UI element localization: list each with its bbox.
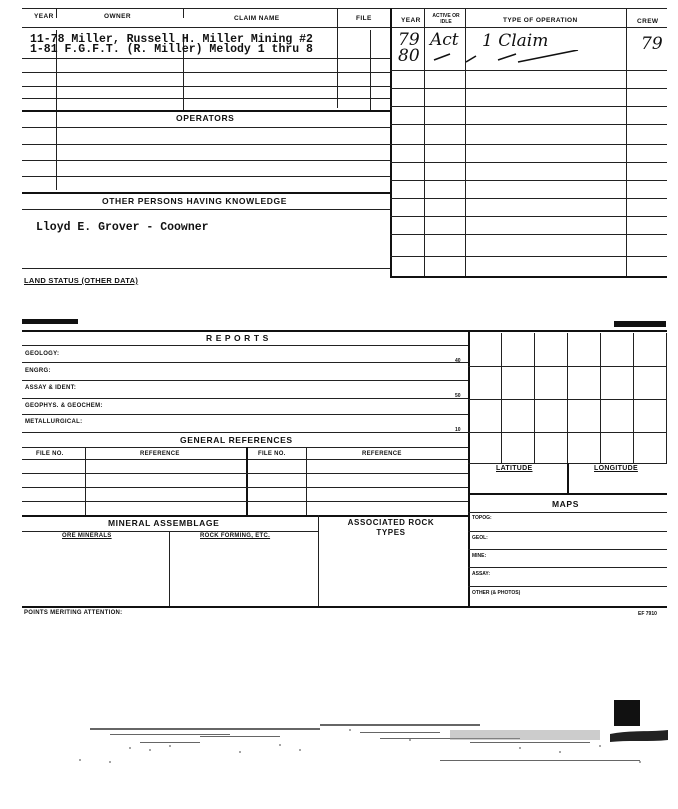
reports-assay-num: 50 — [455, 393, 461, 399]
handwritten-ditto-marks — [428, 50, 598, 68]
latitude-label: LATITUDE — [496, 465, 533, 472]
gen-ref-reference-2: REFERENCE — [362, 451, 402, 457]
land-status-label: LAND STATUS (OTHER DATA) — [24, 276, 139, 285]
owner-row-1: 11-78 Miller, Russell H. Miller Mining #2 — [30, 33, 313, 46]
maps-mine: MINE: — [472, 553, 487, 559]
gen-ref-file-no-2: FILE NO. — [258, 451, 286, 457]
longitude-label: LONGITUDE — [594, 465, 638, 472]
reports-engrg: ENGRG: — [25, 368, 51, 374]
gen-ref-file-no-1: FILE NO. — [36, 451, 64, 457]
col-header-file: FILE — [356, 15, 372, 22]
scan-noise-strip — [0, 690, 678, 780]
general-references-title: GENERAL REFERENCES — [180, 435, 293, 445]
form-number: EF 7910 — [638, 611, 657, 617]
activity-year-79: 79 — [398, 30, 420, 50]
reports-geophys: GEOPHYS. & GEOCHEM: — [25, 403, 103, 409]
activity-crew: 79 — [641, 34, 663, 54]
reports-assay: ASSAY & IDENT: — [25, 385, 77, 391]
maps-assay: ASSAY: — [472, 571, 491, 577]
col-header-owner: OWNER — [104, 13, 131, 20]
col-header-type-of-operation: TYPE OF OPERATION — [503, 17, 578, 24]
reports-geology-num: 40 — [455, 358, 461, 364]
reports-metallurgical-num: 10 — [455, 427, 461, 433]
other-persons-title: OTHER PERSONS HAVING KNOWLEDGE — [102, 196, 288, 206]
col-header-year: YEAR — [34, 13, 54, 20]
operators-title: OPERATORS — [176, 113, 235, 123]
reports-title: R E P O R T S — [206, 333, 269, 343]
rock-forming-label: ROCK FORMING, ETC. — [200, 533, 271, 539]
other-persons-entry: Lloyd E. Grover - Coowner — [36, 221, 209, 234]
mineral-assemblage-title: MINERAL ASSEMBLAGE — [108, 518, 220, 528]
activity-operation: 1 Claim — [482, 31, 549, 51]
owner-row-2: 1-81 F.G.F.T. (R. Miller) Melody 1 thru 8 — [30, 43, 313, 56]
associated-rock-types: ASSOCIATED ROCK TYPES — [347, 518, 435, 537]
activity-status-act: Act — [430, 30, 459, 50]
reports-geology: GEOLOGY: — [25, 351, 60, 357]
maps-topog: TOPOG: — [472, 515, 492, 521]
points-meriting-attention: POINTS MERITING ATTENTION: — [24, 610, 123, 616]
reports-metallurgical: METALLURGICAL: — [25, 419, 83, 425]
col-header-claim-name: CLAIM NAME — [234, 15, 280, 22]
maps-title: MAPS — [552, 499, 579, 509]
redaction-bar-left — [22, 319, 78, 324]
col-header-crew: CREW — [637, 18, 659, 25]
gen-ref-reference-1: REFERENCE — [140, 451, 180, 457]
col-header-active-idle: ACTIVE OR IDLE — [432, 13, 460, 25]
redaction-bar-right — [614, 321, 666, 327]
col-header-year-2: YEAR — [401, 17, 421, 24]
activity-year-80: 80 — [398, 46, 420, 66]
maps-geol: GEOL: — [472, 535, 488, 541]
ore-minerals-label: ORE MINERALS — [62, 533, 112, 539]
maps-other-photos: OTHER (& PHOTOS) — [472, 590, 521, 596]
